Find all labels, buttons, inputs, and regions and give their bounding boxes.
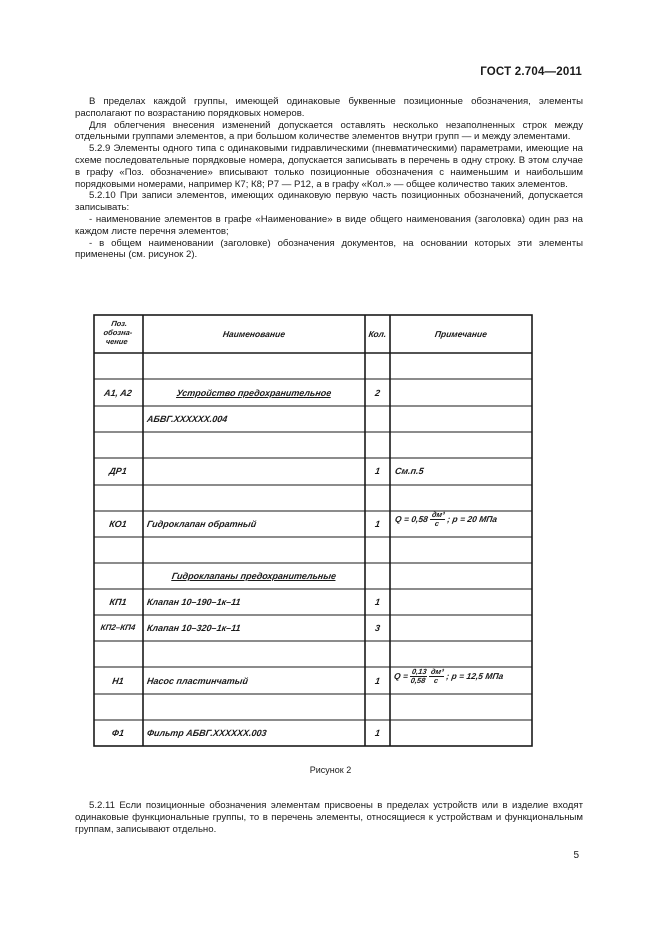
cell-pos: Н1	[111, 676, 125, 686]
cell-name: АБВГ.XXXXXX.004	[146, 414, 229, 424]
cell-pos: Ф1	[111, 728, 125, 738]
page-number: 5	[573, 850, 579, 861]
cell-name: Устройство предохранительное	[175, 388, 333, 398]
cell-note-flow	[394, 511, 498, 528]
cell-qty: 2	[374, 388, 381, 398]
list-item: - в общем наименовании (заголовке) обозначения документов, на основании которых эти элементы применены (см. рисунок 2).	[75, 237, 583, 261]
element-list-table	[93, 314, 533, 747]
note-suffix: ; р = 20 МПа	[446, 513, 498, 524]
header-note: Примечание	[434, 329, 488, 339]
paragraph: 5.2.10 При записи элементов, имеющих одинаковую первую часть позиционных обозначений, допускается записывать:	[75, 190, 583, 214]
cell-pos: КП2–КП4	[100, 623, 136, 632]
unit-fraction	[428, 668, 445, 685]
body-text	[75, 96, 583, 261]
header-name: Наименование	[222, 329, 286, 339]
note-suffix: ; р = 12,5 МПа	[445, 670, 505, 681]
cell-qty: 1	[374, 597, 381, 607]
cell-name: Фильтр АБВГ.XXXXXX.003	[146, 728, 268, 738]
cell-pos: КП1	[108, 597, 128, 607]
list-item: - наименование элементов в графе «Наименование» в виде общего наименования (заголовка) один раз на каждом листе перечня элементов;	[75, 213, 583, 237]
cell-name: Гидроклапан обратный	[146, 519, 257, 529]
note-prefix: Q =	[393, 670, 409, 681]
cell-pos: КО1	[108, 519, 128, 529]
value-fraction	[409, 668, 428, 685]
figure-caption: Рисунок 2	[309, 765, 352, 775]
cell-qty: 1	[374, 519, 381, 529]
cell-pos: ДР1	[108, 466, 128, 476]
header-pos: Поз. обозна- чение	[102, 319, 134, 346]
cell-name: Клапан 10–320–1к–11	[146, 623, 242, 633]
cell-qty: 1	[374, 728, 381, 738]
unit-numerator: дм³	[431, 510, 446, 519]
cell-qty: 1	[374, 466, 381, 476]
paragraph: Для облегчения внесения изменений допускается оставлять несколько незаполненных строк между отдельными группами элементов, а при большом количестве элементов внутри групп — и между элементами.	[75, 119, 583, 143]
unit-denominator: с	[434, 519, 440, 528]
paragraph: В пределах каждой группы, имеющей одинаковые буквенные позиционные обозначения, элементы располагают по возрастанию порядковых номеров.	[75, 96, 583, 119]
value-numerator: 0,13	[411, 667, 428, 676]
cell-qty: 3	[374, 623, 381, 633]
paragraph: 5.2.11 Если позиционные обозначения элементам присвоены в пределах устройств или в изделие входят одинаковые функциональные группы, то в перечень элементы, относящиеся к устройствам и функциональным группам, записывают отдельно.	[75, 800, 583, 835]
unit-numerator: дм³	[430, 667, 445, 676]
paragraph: 5.2.9 Элементы одного типа с одинаковыми гидравлическими (пневматическими) параметрами, имеющие на схеме последовательные порядковые номера, допускается записывать в перечень в одну строку. В этом случае в графу «Поз. обозначение» вписывают только позиционные обозначения с наименьшим и наибольшим порядковыми номерами, например К7; К8; Р7 — Р12, а в графу «Кол.» — общее количество таких элементов.	[75, 143, 583, 190]
cell-note-flow	[393, 668, 505, 685]
cell-name: Клапан 10–190–1к–11	[146, 597, 242, 607]
cell-name: Насос пластинчатый	[146, 676, 249, 686]
value-denominator: 0,58	[410, 676, 426, 685]
cell-note: См.п.5	[394, 466, 425, 476]
document-header: ГОСТ 2.704—2011	[480, 66, 582, 78]
unit-fraction	[429, 511, 446, 528]
body-text-bottom	[75, 800, 583, 835]
note-prefix: Q = 0,58	[394, 513, 429, 524]
header-qty: Кол.	[367, 329, 388, 339]
cell-name-group: Гидроклапаны предохранительные	[171, 571, 337, 581]
cell-pos: A1, A2	[103, 388, 133, 398]
cell-qty: 1	[374, 676, 381, 686]
unit-denominator: с	[433, 676, 439, 685]
